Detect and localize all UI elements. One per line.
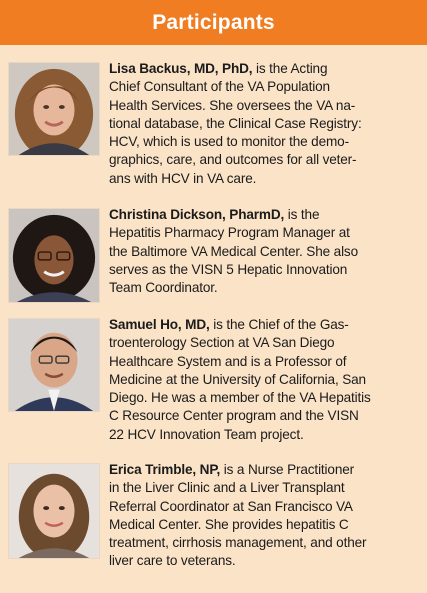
bio-line: ans with HCV in VA care. — [109, 170, 257, 186]
bio-line: Medical Center. She provides hepatitis C — [109, 516, 349, 532]
bio-line: liver care to veterans. — [109, 553, 236, 569]
bio-line: is the — [284, 207, 320, 222]
bio-line: 22 HCV Innovation Team project. — [109, 426, 304, 442]
participant-photo-samuel-ho — [8, 318, 100, 412]
bio-line: in the Liver Clinic and a Liver Transplant — [109, 480, 345, 496]
participants-title: Participants — [152, 10, 275, 34]
bio-line: Referral Coordinator at San Francisco VA — [109, 498, 353, 514]
bio-line: Medicine at the University of California, San — [109, 371, 366, 387]
participant-bio-christina-dickson — [109, 206, 415, 297]
bio-line: Healthcare System and is a Professor of — [109, 353, 347, 369]
bio-line: Diego. He was a member of the VA Hepatitis — [109, 390, 371, 406]
participants-header — [0, 0, 427, 45]
bio-line: serves as the VISN 5 Hepatic Innovation — [109, 261, 348, 277]
participant-name: Christina Dickson, PharmD, — [109, 207, 285, 222]
bio-line: treatment, cirrhosis management, and other — [109, 535, 367, 551]
bio-line: Health Services. She oversees the VA na- — [109, 97, 356, 113]
bio-line: is the Chief of the Gas- — [209, 317, 349, 332]
bio-line: Chief Consultant of the VA Population — [109, 79, 330, 95]
bio-line: HCV, which is used to monitor the demo- — [109, 134, 349, 150]
bio-line: is the Acting — [252, 61, 328, 76]
participant-photo-erica-trimble — [8, 463, 100, 559]
bio-line: the Baltimore VA Medical Center. She also — [109, 243, 358, 259]
participant-photo-christina-dickson — [8, 208, 100, 303]
participant-bio-samuel-ho — [109, 316, 415, 444]
participant-bio-lisa-backus — [109, 60, 415, 188]
participant-name: Samuel Ho, MD, — [109, 317, 210, 332]
participant-photo-lisa-backus — [8, 62, 100, 156]
participant-bio-erica-trimble — [109, 461, 415, 571]
bio-line: is a Nurse Practitioner — [220, 462, 355, 477]
participant-name: Erica Trimble, NP, — [109, 462, 221, 477]
bio-line: troenterology Section at VA San Diego — [109, 335, 335, 351]
bio-line: graphics, care, and outcomes for all veter- — [109, 152, 357, 168]
bio-line: Hepatitis Pharmacy Program Manager at — [109, 225, 350, 241]
participant-name: Lisa Backus, MD, PhD, — [109, 61, 253, 76]
bio-line: C Resource Center program and the VISN — [109, 408, 359, 424]
bio-line: Team Coordinator. — [109, 280, 218, 296]
bio-line: tional database, the Clinical Case Registry: — [109, 115, 362, 131]
